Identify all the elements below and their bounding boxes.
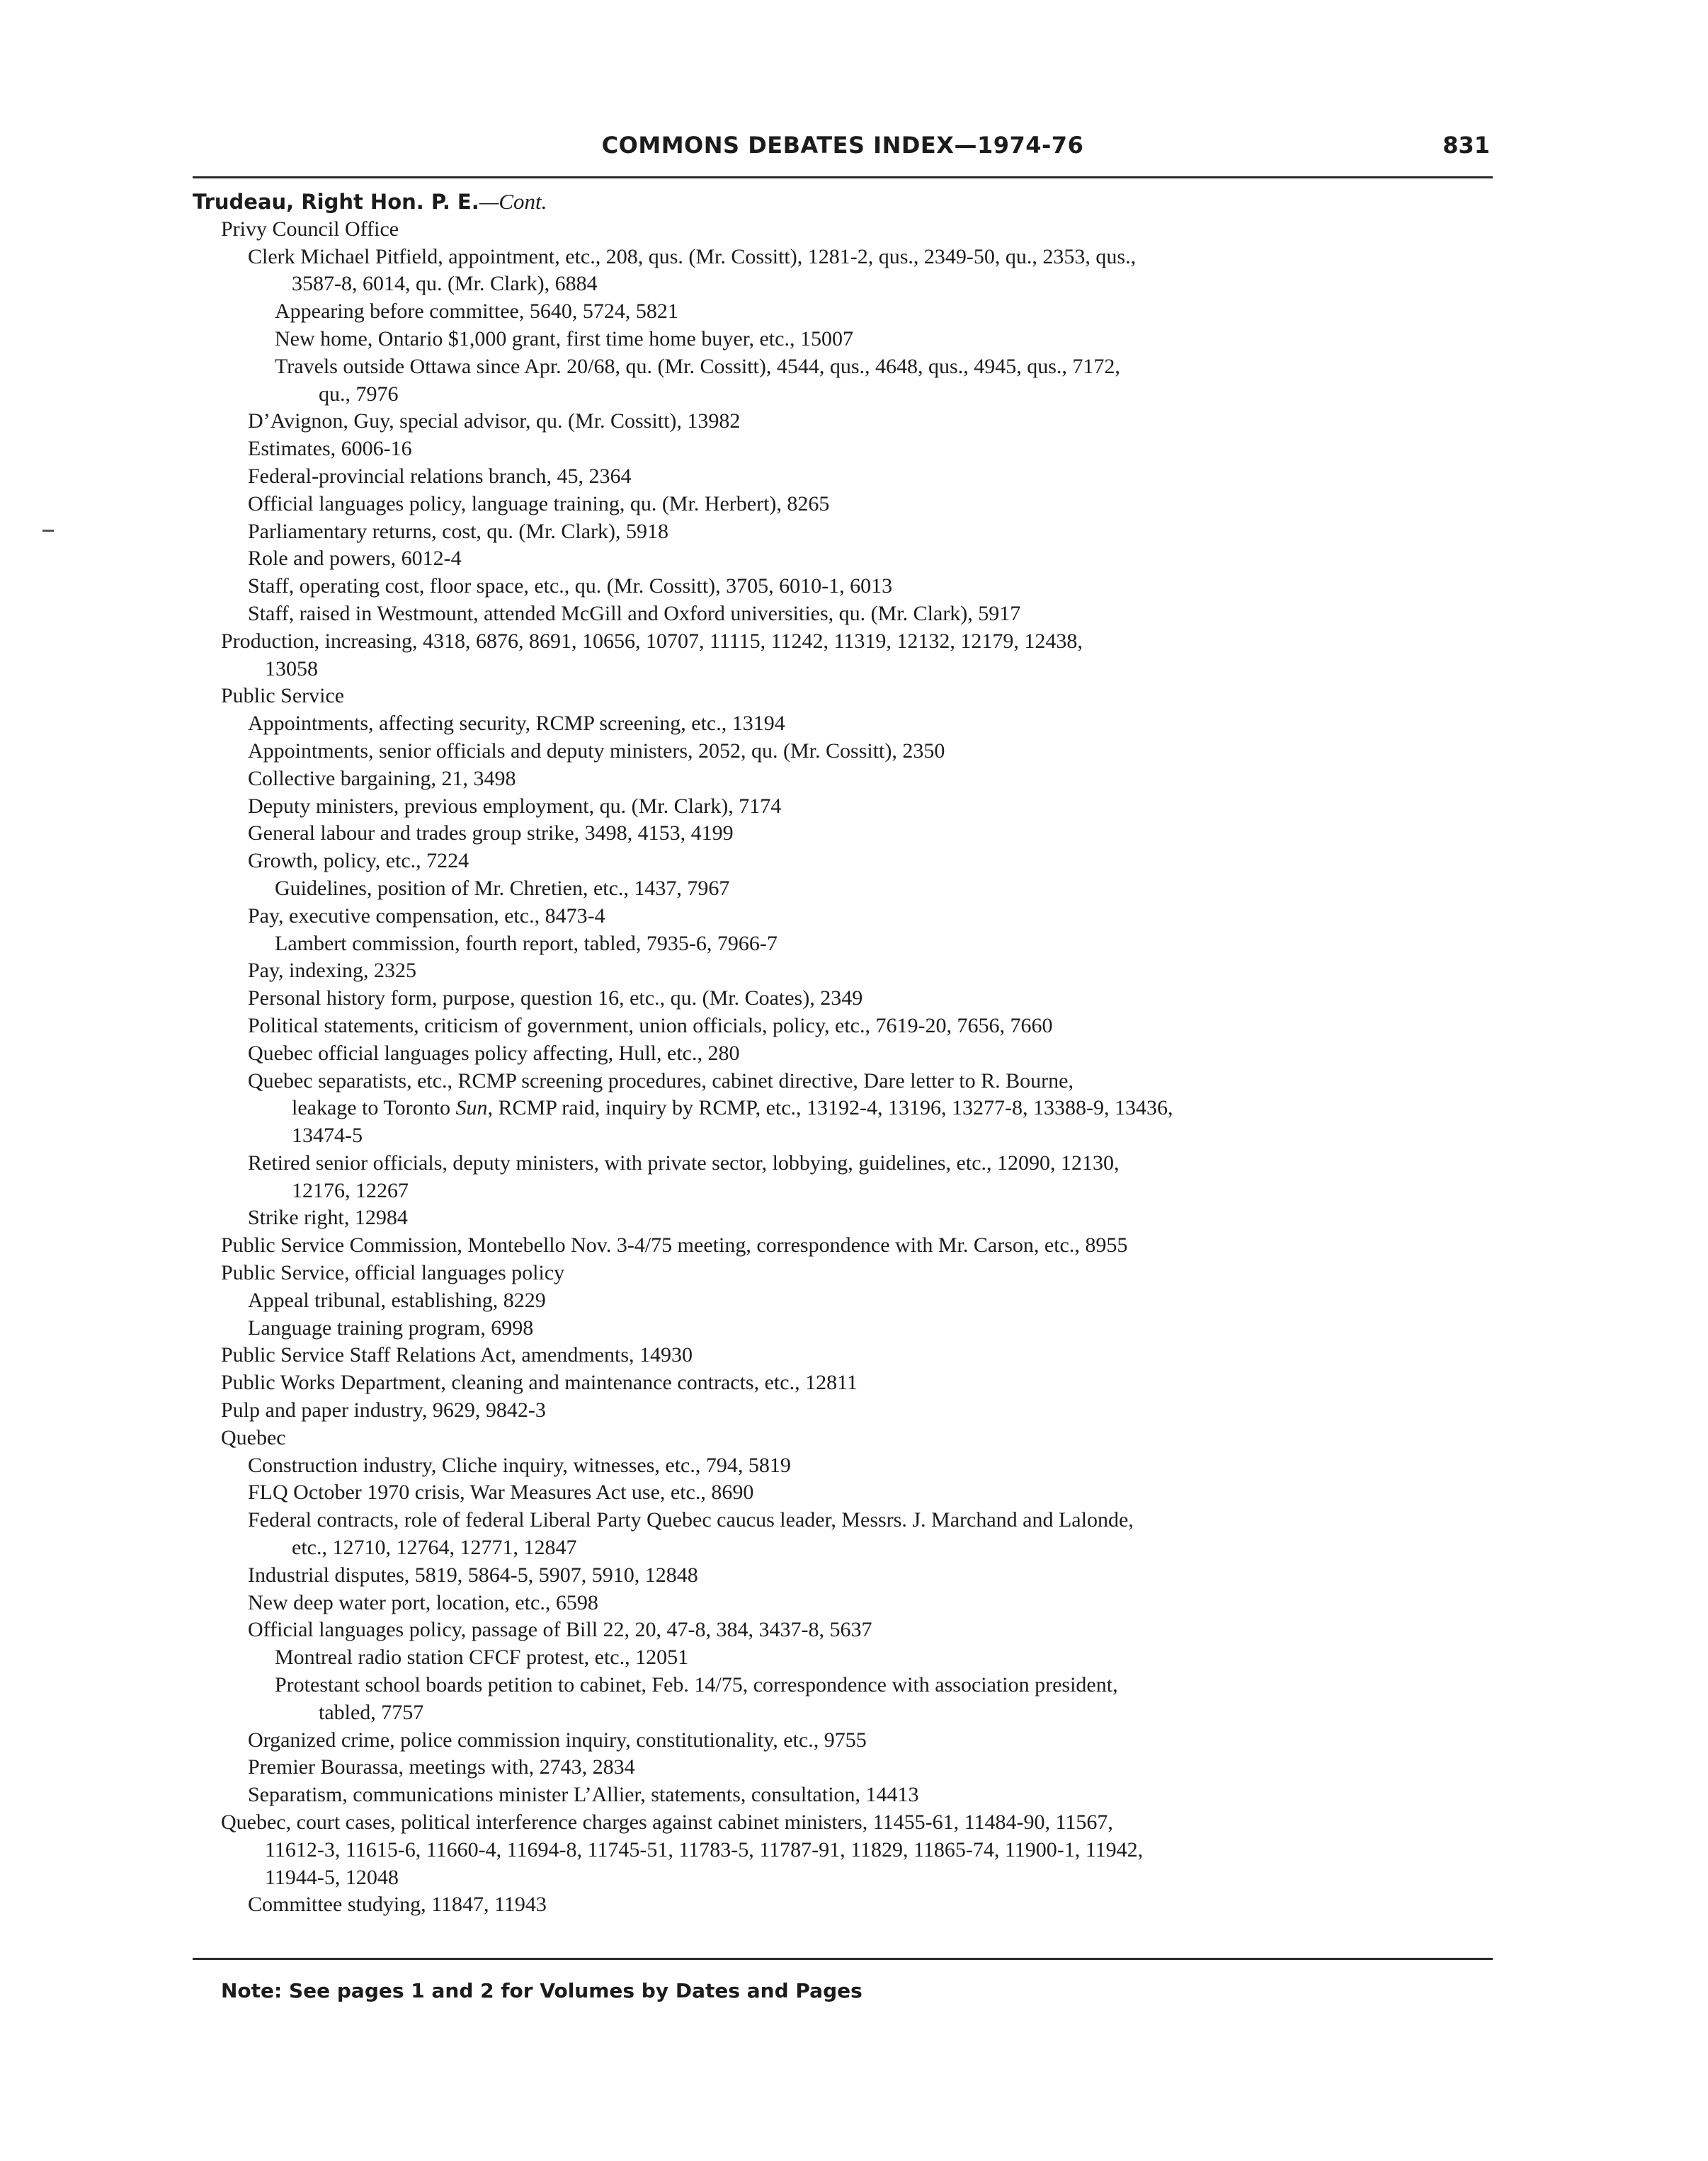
entry-text: Federal contracts, role of federal Liberal Party Quebec caucus leader, Messrs. J. Marchand and Lalonde, xyxy=(248,1508,1134,1532)
index-entry xyxy=(193,1781,1493,1809)
entry-text: Quebec xyxy=(221,1425,286,1449)
entry-text: Role and powers, 6012-4 xyxy=(248,547,462,571)
entry-text: Growth, policy, etc., 7224 xyxy=(248,849,469,873)
entry-text: Quebec official languages policy affecting, Hull, etc., 280 xyxy=(248,1041,740,1065)
entry-text: New home, Ontario $1,000 grant, first time home buyer, etc., 15007 xyxy=(275,326,853,350)
index-entry xyxy=(193,848,1493,875)
index-heading xyxy=(193,188,1493,216)
entry-text: Public Service, official languages policy xyxy=(221,1261,565,1285)
entry-text: Organized crime, police commission inquiry, constitutionality, etc., 9755 xyxy=(248,1728,867,1752)
index-entry xyxy=(193,820,1493,848)
index-entry xyxy=(193,435,1493,463)
entry-continuation: 3587-8, 6014, qu. (Mr. Clark), 6884 xyxy=(292,272,598,296)
footer-rule xyxy=(193,1958,1493,1960)
index-entry xyxy=(193,1369,1493,1397)
index-entry xyxy=(193,491,1493,518)
entry-continuation: 11612-3, 11615-6, 11660-4, 11694-8, 11745-51, 11783-5, 11787-91, 11829, 11865-74, 11900-1, 11942, xyxy=(265,1837,1144,1861)
index-entry xyxy=(193,1891,1493,1919)
italic-title: Sun xyxy=(455,1096,488,1120)
index-entry xyxy=(193,1232,1493,1260)
entry-text: FLQ October 1970 crisis, War Measures Act use, etc., 8690 xyxy=(248,1481,754,1505)
index-entry xyxy=(193,1342,1493,1369)
entry-text: Pay, executive compensation, etc., 8473-4 xyxy=(248,903,605,928)
index-entry xyxy=(193,1068,1493,1150)
entry-text: Parliamentary returns, cost, qu. (Mr. Clark), 5918 xyxy=(248,519,669,543)
index-entry xyxy=(193,1754,1493,1781)
index-entry xyxy=(193,1507,1493,1562)
index-entry xyxy=(193,628,1493,683)
entry-text: Deputy ministers, previous employment, qu. (Mr. Clark), 7174 xyxy=(248,794,782,818)
entry-text: Federal-provincial relations branch, 45, 2364 xyxy=(248,464,632,488)
index-entry xyxy=(193,573,1493,600)
index-entry xyxy=(193,1425,1493,1452)
entry-continuation: 13474-5 xyxy=(292,1124,363,1148)
entry-text: Appeal tribunal, establishing, 8229 xyxy=(248,1288,546,1312)
index-entry xyxy=(193,1672,1493,1727)
entry-text: Lambert commission, fourth report, tabled, 7935-6, 7966-7 xyxy=(275,931,778,955)
entry-text: Political statements, criticism of government, union officials, policy, etc., 7619-20, 7656, 7660 xyxy=(248,1013,1053,1037)
index-entry xyxy=(193,518,1493,546)
index-entry xyxy=(193,710,1493,738)
index-entry xyxy=(193,903,1493,930)
index-entry xyxy=(193,1204,1493,1232)
margin-mark xyxy=(42,530,54,532)
entry-continuation: etc., 12710, 12764, 12771, 12847 xyxy=(292,1536,577,1560)
entry-text: Appearing before committee, 5640, 5724, 5821 xyxy=(275,300,678,324)
index-entry xyxy=(193,463,1493,491)
index-entry xyxy=(193,244,1493,299)
entry-text: Clerk Michael Pitfield, appointment, etc., 208, qus. (Mr. Cossitt), 1281-2, qus., 2349-50, qu., 2353, qus., xyxy=(248,244,1137,268)
index-entry xyxy=(193,683,1493,710)
entry-text: Montreal radio station CFCF protest, etc., 12051 xyxy=(275,1646,689,1670)
entry-text: Estimates, 6006-16 xyxy=(248,437,412,461)
index-entry xyxy=(193,326,1493,353)
entry-text: Official languages policy, language training, qu. (Mr. Herbert), 8265 xyxy=(248,491,830,515)
entry-text: Separatism, communications minister L’Allier, statements, consultation, 14413 xyxy=(248,1783,919,1807)
entry-text: Protestant school boards petition to cabinet, Feb. 14/75, correspondence with association president, xyxy=(275,1673,1118,1697)
entry-text: Travels outside Ottawa since Apr. 20/68, qu. (Mr. Cossitt), 4544, qus., 4648, qus., 4945, qus., 7172, xyxy=(275,354,1120,378)
index-entry xyxy=(193,1809,1493,1891)
index-entry xyxy=(193,600,1493,628)
index-entry xyxy=(193,985,1493,1013)
index-entry xyxy=(193,298,1493,326)
entry-text: Public Works Department, cleaning and maintenance contracts, etc., 12811 xyxy=(221,1371,858,1395)
index-entry xyxy=(193,1590,1493,1617)
index-entry xyxy=(193,216,1493,244)
entry-text: Retired senior officials, deputy ministers, with private sector, lobbying, guidelines, etc., 12090, 12130, xyxy=(248,1151,1120,1175)
entry-continuation: leakage to Toronto Sun, RCMP raid, inquiry by RCMP, etc., 13192-4, 13196, 13277-8, 13388-9, 13436, xyxy=(292,1096,1173,1120)
entry-continuation: qu., 7976 xyxy=(319,382,399,406)
index-entry xyxy=(193,1040,1493,1068)
index-entry xyxy=(193,957,1493,985)
entry-text: Official languages policy, passage of Bill 22, 20, 47-8, 384, 3437-8, 5637 xyxy=(248,1618,872,1642)
entry-text: Quebec separatists, etc., RCMP screening procedures, cabinet directive, Dare letter to R. Bourne, xyxy=(248,1068,1074,1093)
entry-text: Production, increasing, 4318, 6876, 8691, 10656, 10707, 11115, 11242, 11319, 12132, 12179, 12438, xyxy=(221,629,1083,653)
entry-continuation: 11944-5, 12048 xyxy=(265,1865,399,1889)
index-entry xyxy=(193,930,1493,958)
index-entry xyxy=(193,738,1493,765)
entry-text: Quebec, court cases, political interference charges against cabinet ministers, 11455-61, 11484-90, 11567, xyxy=(221,1811,1113,1835)
entry-continuation: 13058 xyxy=(265,656,318,680)
entry-text: Guidelines, position of Mr. Chretien, etc., 1437, 7967 xyxy=(275,876,730,900)
footer-note: Note: See pages 1 and 2 for Volumes by Dates and Pages xyxy=(221,1979,862,2002)
entry-text: Pay, indexing, 2325 xyxy=(248,959,417,983)
entry-text: Premier Bourassa, meetings with, 2743, 2834 xyxy=(248,1755,635,1779)
entry-text: New deep water port, location, etc., 6598 xyxy=(248,1590,598,1614)
index-entry xyxy=(193,353,1493,409)
entry-text: Strike right, 12984 xyxy=(248,1206,408,1230)
index-entry xyxy=(193,408,1493,435)
entry-text: Public Service Commission, Montebello Nov. 3-4/75 meeting, correspondence with Mr. Carson, etc., 8955 xyxy=(221,1233,1128,1258)
index-entry xyxy=(193,1727,1493,1755)
index-entries xyxy=(193,188,1493,1919)
entry-text: Public Service xyxy=(221,684,345,708)
entry-continuation: 12176, 12267 xyxy=(292,1178,409,1202)
index-entry xyxy=(193,1452,1493,1480)
page-header xyxy=(193,119,1493,178)
entry-text: Staff, operating cost, floor space, etc., qu. (Mr. Cossitt), 3705, 6010-1, 6013 xyxy=(248,574,893,598)
index-entry xyxy=(193,1644,1493,1672)
index-entry xyxy=(193,1479,1493,1507)
entry-list xyxy=(193,216,1493,1919)
index-entry xyxy=(193,1013,1493,1040)
page-number: 831 xyxy=(1442,132,1490,159)
index-entry xyxy=(193,875,1493,903)
entry-text: Language training program, 6998 xyxy=(248,1316,534,1340)
index-entry xyxy=(193,765,1493,793)
entry-text: Pulp and paper industry, 9629, 9842-3 xyxy=(221,1398,546,1422)
entry-text: Committee studying, 11847, 11943 xyxy=(248,1893,547,1917)
index-entry xyxy=(193,1315,1493,1342)
entry-text: Public Service Staff Relations Act, amendments, 14930 xyxy=(221,1343,693,1367)
entry-text: General labour and trades group strike, 3498, 4153, 4199 xyxy=(248,821,734,845)
index-entry xyxy=(193,545,1493,573)
index-entry xyxy=(193,1150,1493,1205)
entry-text: Industrial disputes, 5819, 5864-5, 5907, 5910, 12848 xyxy=(248,1563,698,1587)
index-entry xyxy=(193,1397,1493,1425)
entry-continuation: tabled, 7757 xyxy=(319,1700,424,1724)
index-entry xyxy=(193,1260,1493,1287)
entry-text: Construction industry, Cliche inquiry, witnesses, etc., 794, 5819 xyxy=(248,1453,791,1477)
entry-text: Appointments, senior officials and deputy ministers, 2052, qu. (Mr. Cossitt), 2350 xyxy=(248,739,945,763)
index-entry xyxy=(193,1562,1493,1590)
heading-suffix: —Cont. xyxy=(479,189,547,214)
entry-text: Collective bargaining, 21, 3498 xyxy=(248,766,516,790)
entry-text: D’Avignon, Guy, special advisor, qu. (Mr. Cossitt), 13982 xyxy=(248,409,741,433)
index-entry xyxy=(193,793,1493,821)
index-entry xyxy=(193,1617,1493,1644)
entry-text: Appointments, affecting security, RCMP screening, etc., 13194 xyxy=(248,712,785,736)
heading-name: Trudeau, Right Hon. P. E. xyxy=(193,190,479,214)
entry-text: Personal history form, purpose, question 16, etc., qu. (Mr. Coates), 2349 xyxy=(248,986,863,1010)
index-entry xyxy=(193,1287,1493,1315)
entry-text: Staff, raised in Westmount, attended McGill and Oxford universities, qu. (Mr. Clark), 5917 xyxy=(248,601,1021,625)
page-title: COMMONS DEBATES INDEX—1974-76 xyxy=(601,132,1084,159)
entry-text: Privy Council Office xyxy=(221,217,399,241)
